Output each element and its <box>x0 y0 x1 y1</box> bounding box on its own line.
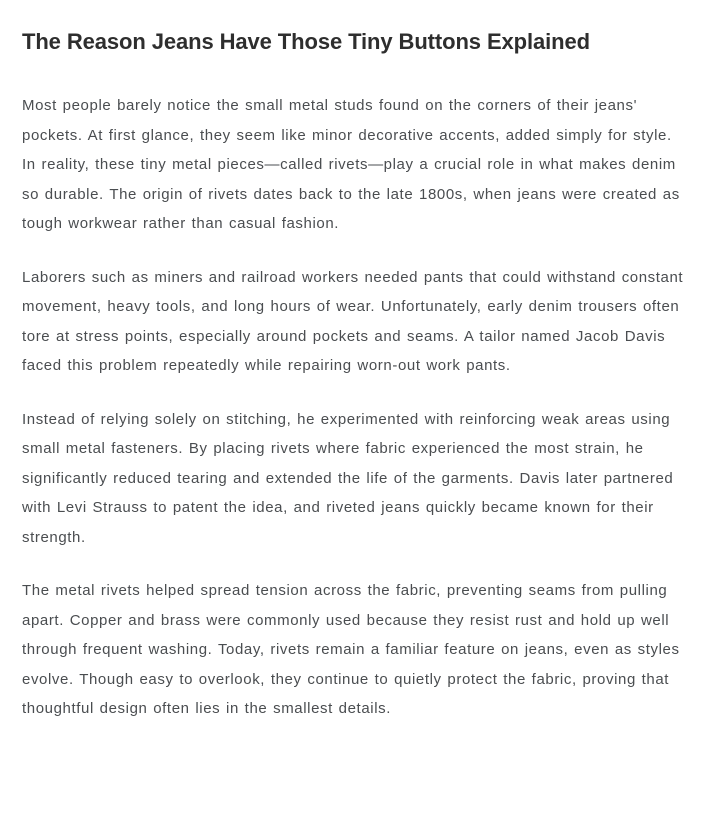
article-paragraph: Laborers such as miners and railroad workers needed pants that could withstand constant movement, heavy tools, and long hours of wear. Unfortunately, early denim trousers often tore at stress points, especially around pockets and seams. A tailor named Jacob Davis faced this problem repeatedly while repairing worn-out work pants. <box>22 268 684 375</box>
article-title: The Reason Jeans Have Those Tiny Buttons Explained <box>22 29 590 54</box>
article-paragraph: Instead of relying solely on stitching, he experimented with reinforcing weak areas using small metal fasteners. By placing rivets where fabric experienced the most strain, he significantly reduced tearing and extended the life of the garments. Davis later partnered with Levi Strauss to patent the idea, and riveted jeans quickly became known for their strength. <box>22 410 674 546</box>
article-paragraph: Most people barely notice the small metal studs found on the corners of their jeans' pockets. At first glance, they seem like minor decorative accents, added simply for style. In reality, these tiny metal pieces—called rivets—play a crucial role in what makes denim so durable. The origin of rivets dates back to the late 1800s, when jeans were created as tough workwear rather than casual fashion. <box>22 97 680 233</box>
article-paragraph: The metal rivets helped spread tension across the fabric, preventing seams from pulling apart. Copper and brass were commonly used because they resist rust and hold up well through frequent washing. Today, rivets remain a familiar feature on jeans, even as styles evolve. Though easy to overlook, they continue to quietly protect the fabric, proving that thoughtful design often lies in the smallest details. <box>22 582 680 718</box>
